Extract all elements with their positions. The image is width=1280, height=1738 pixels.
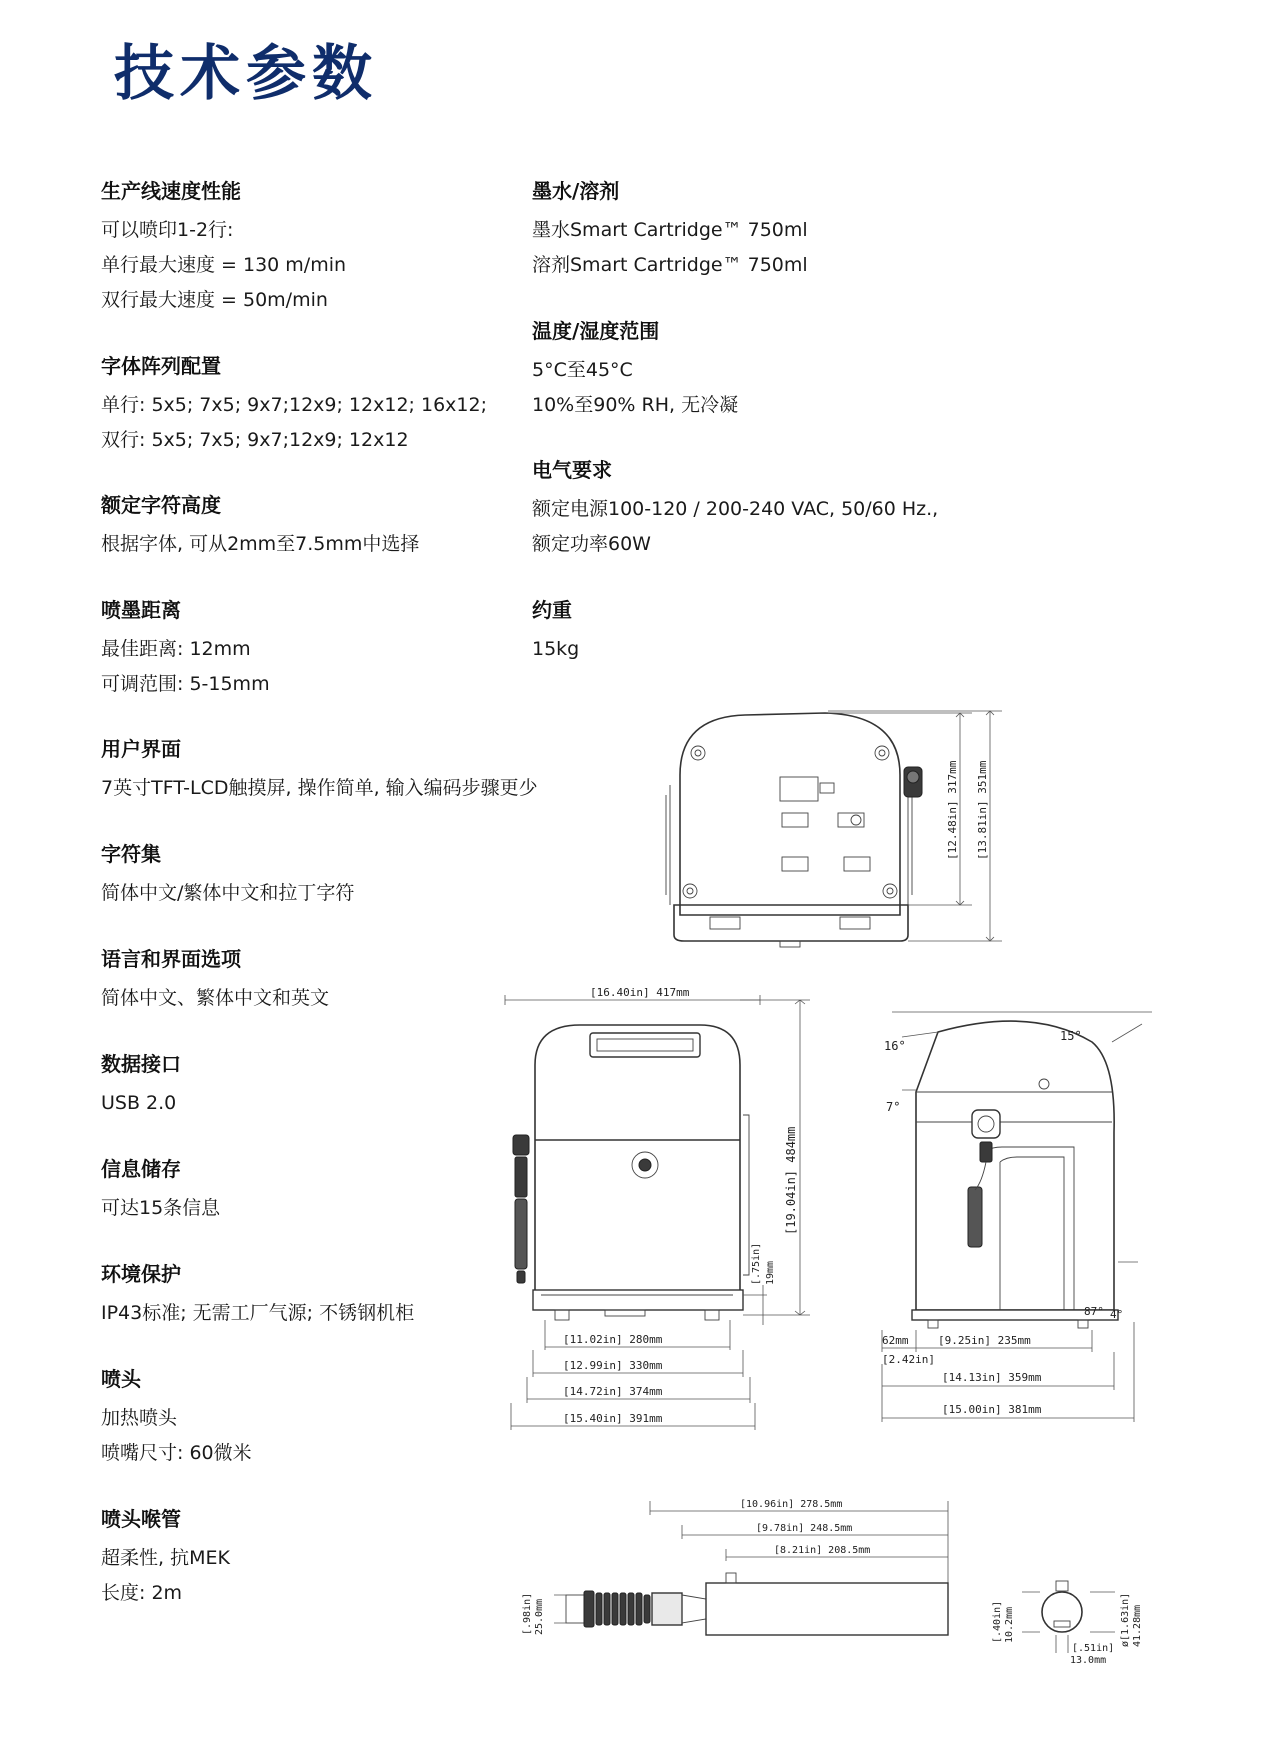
- spec-heading: 额定字符高度: [101, 493, 221, 517]
- spec-environment: [101, 1261, 531, 1331]
- spec-temperature-humidity: [532, 318, 962, 423]
- spec-char-height: [101, 492, 531, 562]
- spec-line: 可达15条信息: [101, 1197, 221, 1219]
- side-view-drawing: [882, 1012, 1147, 1437]
- spec-weight: [532, 597, 962, 667]
- spec-line: 长度: 2m: [101, 1582, 183, 1604]
- spec-line: 超柔性, 抗MEK: [101, 1547, 230, 1569]
- spec-heading: 数据接口: [101, 1052, 181, 1076]
- spec-line: 双行: 5x5; 7x5; 9x7;12x9; 12x12: [101, 429, 409, 451]
- dim-dia-mm: 25.0mm: [534, 1598, 545, 1635]
- dim-width-374: [14.72in] 374mm: [563, 1385, 663, 1398]
- dim-foot-in: [.75in]: [751, 1242, 762, 1285]
- spec-line: 墨水Smart Cartridge™ 750ml: [532, 219, 808, 241]
- spec-umbilical: [101, 1506, 531, 1611]
- spec-line: 根据字体, 可从2mm至7.5mm中选择: [101, 533, 420, 555]
- spec-font-matrix: [101, 353, 531, 458]
- dim-width-330: [12.99in] 330mm: [563, 1359, 663, 1372]
- spec-user-interface: [101, 736, 538, 806]
- spec-line: 可以喷印1-2行:: [101, 219, 234, 241]
- spec-line: 最佳距离: 12mm: [101, 638, 251, 660]
- spec-line: IP43标准; 无需工厂气源; 不锈钢机柜: [101, 1302, 415, 1324]
- spec-line: 简体中文、繁体中文和英文: [101, 987, 330, 1009]
- spec-line: 额定电源100-120 / 200-240 VAC, 50/60 Hz.,: [532, 498, 939, 520]
- spec-throw-distance: [101, 597, 531, 702]
- spec-line: 5°C至45°C: [532, 359, 633, 381]
- dim-208-5: [8.21in] 208.5mm: [774, 1545, 871, 1556]
- dim-381: [15.00in] 381mm: [942, 1403, 1042, 1416]
- spec-data-interface: [101, 1051, 531, 1121]
- spec-line: 可调范围: 5-15mm: [101, 673, 270, 695]
- spec-language-options: [101, 946, 531, 1016]
- dim-235: [9.25in] 235mm: [938, 1334, 1031, 1347]
- angle-87: 87°: [1084, 1305, 1104, 1318]
- printhead-drawing: [510, 1495, 1150, 1665]
- angle-4: 4°: [1110, 1308, 1124, 1321]
- spec-character-set: [101, 841, 531, 911]
- spec-line: 溶剂Smart Cartridge™ 750ml: [532, 254, 808, 276]
- spec-line: USB 2.0: [101, 1092, 177, 1114]
- dim-end-d-in: ø[1.63in]: [1120, 1592, 1131, 1647]
- spec-heading: 语言和界面选项: [101, 947, 241, 971]
- angle-15: 15°: [1060, 1029, 1082, 1043]
- front-view-drawing: [505, 985, 855, 1445]
- top-view-drawing: [660, 705, 1020, 955]
- spec-line: 加热喷头: [101, 1407, 178, 1429]
- spec-heading: 喷头: [101, 1367, 141, 1391]
- dim-248-5: [9.78in] 248.5mm: [756, 1523, 853, 1534]
- dim-62-in: [2.42in]: [882, 1353, 935, 1366]
- spec-heading: 信息储存: [101, 1157, 181, 1181]
- dim-foot-mm: 19mm: [765, 1260, 776, 1285]
- dim-depth-317: [12.48in] 317mm: [946, 760, 959, 860]
- dim-62: 62mm: [882, 1334, 909, 1347]
- dim-dia-in: [.98in]: [522, 1592, 533, 1635]
- angle-16: 16°: [884, 1039, 906, 1053]
- spec-heading: 用户界面: [101, 737, 181, 761]
- dim-end-w-in: [.51in]: [1072, 1643, 1115, 1654]
- dim-height-484: [19.04in] 484mm: [784, 1126, 798, 1235]
- dim-end-h-in: [.40in]: [992, 1600, 1003, 1643]
- spec-line: 15kg: [532, 638, 580, 660]
- spec-line: 简体中文/繁体中文和拉丁字符: [101, 882, 355, 904]
- angle-7: 7°: [886, 1100, 901, 1114]
- spec-line: 双行最大速度 = 50m/min: [101, 289, 328, 311]
- spec-heading: 墨水/溶剂: [532, 179, 620, 203]
- spec-line: 额定功率60W: [532, 533, 651, 555]
- dim-width-280: [11.02in] 280mm: [563, 1333, 663, 1346]
- spec-line: 10%至90% RH, 无冷凝: [532, 394, 739, 416]
- spec-electrical: [532, 457, 962, 562]
- dim-end-w-mm: 13.0mm: [1070, 1655, 1107, 1666]
- spec-heading: 字符集: [101, 842, 161, 866]
- dim-end-h-mm: 10.2mm: [1004, 1606, 1015, 1643]
- spec-line-speed: [101, 178, 531, 318]
- page-title: 技术参数: [114, 39, 378, 109]
- dim-width-417: [16.40in] 417mm: [590, 986, 690, 999]
- spec-printhead: [101, 1366, 531, 1471]
- dim-depth-351: [13.81in] 351mm: [976, 760, 989, 860]
- dim-width-391: [15.40in] 391mm: [563, 1412, 663, 1425]
- dim-end-d-mm: 41.28mm: [1132, 1604, 1143, 1647]
- spec-line: 7英寸TFT-LCD触摸屏, 操作简单, 输入编码步骤更少: [101, 777, 538, 799]
- spec-heading: 环境保护: [101, 1262, 181, 1286]
- spec-ink-solvent: [532, 178, 962, 283]
- spec-heading: 字体阵列配置: [101, 354, 221, 378]
- dim-359: [14.13in] 359mm: [942, 1371, 1042, 1384]
- spec-heading: 喷头喉管: [101, 1507, 181, 1531]
- spec-heading: 电气要求: [532, 458, 612, 482]
- spec-line: 单行: 5x5; 7x5; 9x7;12x9; 12x12; 16x12;: [101, 394, 487, 416]
- spec-heading: 生产线速度性能: [101, 179, 241, 203]
- spec-line: 喷嘴尺寸: 60微米: [101, 1442, 252, 1464]
- spec-heading: 喷墨距离: [101, 598, 181, 622]
- dim-278-5: [10.96in] 278.5mm: [740, 1499, 843, 1510]
- spec-heading: 约重: [532, 598, 572, 622]
- spec-heading: 温度/湿度范围: [532, 319, 660, 343]
- spec-line: 单行最大速度 = 130 m/min: [101, 254, 347, 276]
- spec-message-storage: [101, 1156, 531, 1226]
